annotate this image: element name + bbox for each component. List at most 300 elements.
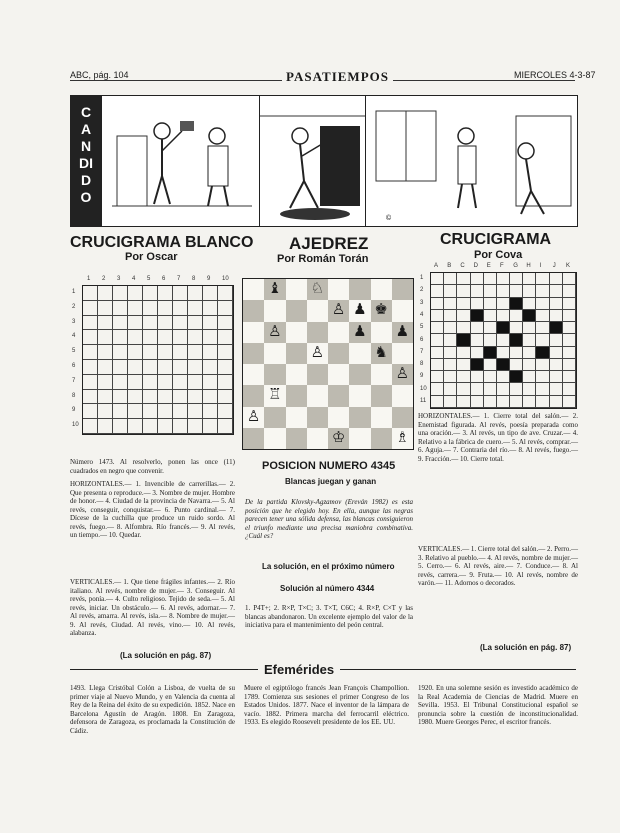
row-number: 10 [420, 385, 427, 392]
chess-piece-square: ♖ [264, 385, 285, 406]
chess-square [264, 407, 285, 428]
chess-square [243, 322, 264, 343]
grid-cell [128, 419, 143, 434]
grid-cell [113, 345, 128, 360]
col-number: 7 [177, 276, 181, 282]
row-number: 3 [420, 299, 424, 306]
grid-cell [563, 371, 576, 383]
col-number: 8 [192, 276, 196, 282]
chess-square [328, 279, 349, 300]
grid-cell [510, 273, 523, 285]
chess-square [286, 385, 307, 406]
chess-square [328, 322, 349, 343]
comic-panel-2 [259, 96, 366, 226]
row-number: 11 [420, 398, 427, 404]
grid-cell [173, 360, 188, 375]
crucigrama-horizontales: HORIZONTALES.— 1. Cierre total del salón.— 2. Enemistad figurada. Al revés, poesía preparada como una oración.— 3. Al revés, un tipo de ave. Cruzar.— 4. Relativo a la fábrica de cuero.— 5. Al revés, comprar.— 6. Aguja.— 7. Contraria del río.— 8. Al revés, fuego.— 9. Fracción.— 10. Cierre total. [418, 412, 578, 463]
efemerides-col-3: 1920. En una solemne sesión es investido académico de la Real Academia de Ciencias de Madrid. Muere en Sevilla. 1953. El Tribunal Constitucional español se pronuncia sobre la cuestión de inconstitucionalidad. 1980. Muere Georges Perec, el escritor francés. [418, 684, 578, 726]
grid-cell [457, 298, 470, 310]
grid-cell [497, 371, 510, 383]
grid-cell [497, 322, 510, 334]
grid-cell [536, 322, 549, 334]
grid-cell [83, 330, 98, 345]
grid-cell [203, 360, 218, 375]
row-number: 8 [420, 361, 424, 368]
grid-cell [113, 360, 128, 375]
grid-cell [497, 298, 510, 310]
row-number: 2 [72, 303, 76, 310]
grid-cell [83, 390, 98, 405]
row-number: 9 [72, 407, 76, 414]
grid-cell [563, 359, 576, 371]
grid-cell [497, 310, 510, 322]
grid-cell [536, 298, 549, 310]
grid-cell [484, 347, 497, 359]
grid-cell [218, 345, 233, 360]
grid-cell [83, 360, 98, 375]
chess-square [243, 343, 264, 364]
grid-cell [113, 375, 128, 390]
grid-cell [128, 316, 143, 331]
grid-cell [188, 345, 203, 360]
chess-square [307, 385, 328, 406]
grid-cell [444, 322, 457, 334]
chess-square [328, 364, 349, 385]
grid-cell [98, 316, 113, 331]
grid-cell [203, 301, 218, 316]
grid-cell [143, 419, 158, 434]
grid-cell [173, 286, 188, 301]
grid-cell [218, 404, 233, 419]
grid-cell [550, 383, 563, 395]
chess-square [307, 364, 328, 385]
crucigrama-blanco-note: Número 1473. Al resolverlo, ponen las once (11) cuadrados en negro que convenir. [70, 458, 235, 475]
col-number: 2 [102, 276, 106, 282]
grid-cell [218, 390, 233, 405]
crucigrama-title: CRUCIGRAMA [440, 231, 552, 248]
col-letter: B [447, 263, 452, 269]
grid-cell [550, 322, 563, 334]
chess-piece-square: ♙ [264, 322, 285, 343]
grid-cell [158, 360, 173, 375]
grid-cell [128, 404, 143, 419]
grid-cell [536, 347, 549, 359]
grid-cell [484, 322, 497, 334]
chess-square [264, 300, 285, 321]
grid-cell [523, 298, 536, 310]
crucigrama-grid [430, 272, 577, 409]
efemerides-col-2: Muere el egiptólogo francés Jean François Champollion. 1789. Comienza sus sesiones el primer Congreso de los Estados Unidos. 1877. Nace el inventor de la lámpara de vacío. 1882. Primera marcha del ferrocarril eléctrico. 1933. Es elegido Roosevelt presidente de los EE. UU. [244, 684, 409, 726]
grid-cell [188, 316, 203, 331]
grid-cell [510, 347, 523, 359]
grid-cell [173, 316, 188, 331]
col-number: 10 [222, 276, 229, 282]
grid-cell [471, 298, 484, 310]
grid-cell [444, 298, 457, 310]
grid-cell [218, 316, 233, 331]
grid-cell [98, 301, 113, 316]
grid-cell [457, 396, 470, 408]
grid-cell [98, 345, 113, 360]
grid-cell [550, 347, 563, 359]
comic-title-box [71, 96, 101, 226]
chess-piece-square: ♔ [328, 428, 349, 449]
col-number: 6 [162, 276, 166, 282]
crucigrama-blanco-horizontales: HORIZONTALES.— 1. Invencible de carrerillas.— 2. Que presenta o reproduce.— 3. Nombre de mujer. Hombre de honor.— 4. Ciudad de la provincia de Navarra.— 5. Al revés, conseguir, conquistar.— 6. Punto cardinal.— 7. Dícese de la cuchilla que produce un ruido sordo. Al revés, fuego.— 8. Alfombra. Río francés.— 9. Al revés, un tiempo.— 10. Quedar. [70, 480, 235, 539]
grid-cell [536, 334, 549, 346]
row-number: 7 [72, 377, 76, 384]
chess-square [286, 343, 307, 364]
grid-cell [188, 404, 203, 419]
grid-cell [484, 396, 497, 408]
grid-cell [158, 330, 173, 345]
grid-cell [497, 273, 510, 285]
grid-cell [128, 375, 143, 390]
issue-date: MIERCOLES 4-3-87 [510, 70, 596, 80]
chess-square [286, 279, 307, 300]
grid-cell [83, 419, 98, 434]
grid-cell [563, 298, 576, 310]
grid-cell [563, 285, 576, 297]
grid-cell [158, 286, 173, 301]
ajedrez-author: Por Román Torán [277, 253, 369, 265]
crucigrama-blanco-grid [82, 285, 234, 435]
chess-square [286, 322, 307, 343]
grid-cell [98, 390, 113, 405]
problem-text: De la partida Klovsky-Agzamov (Ereván 1982) es esta posición que he elegido hoy. En ella, aunque las negras parecen tener una sólida defensa, las blancas consiguieron el triunfo mediante una precisa maniobra combinativa. ¿Cuál es? [245, 498, 413, 540]
grid-cell [128, 286, 143, 301]
chess-square [349, 385, 370, 406]
grid-cell [188, 301, 203, 316]
grid-cell [173, 330, 188, 345]
grid-cell [510, 359, 523, 371]
grid-cell [536, 285, 549, 297]
grid-cell [550, 310, 563, 322]
grid-cell [457, 334, 470, 346]
grid-cell [523, 334, 536, 346]
col-letter: G [513, 263, 518, 269]
comic-title: CANDIDO [79, 104, 93, 205]
chess-square [243, 300, 264, 321]
grid-cell [113, 330, 128, 345]
grid-cell [431, 322, 444, 334]
grid-cell [218, 286, 233, 301]
page-number: ABC, pág. 104 [70, 70, 133, 80]
row-number: 8 [72, 392, 76, 399]
chessboard [242, 278, 414, 450]
col-number: 4 [132, 276, 136, 282]
grid-cell [563, 334, 576, 346]
grid-cell [484, 285, 497, 297]
grid-cell [158, 345, 173, 360]
chess-piece-square: ♟ [392, 322, 413, 343]
grid-cell [83, 286, 98, 301]
grid-cell [563, 273, 576, 285]
grid-cell [471, 371, 484, 383]
grid-cell [523, 359, 536, 371]
grid-cell [497, 396, 510, 408]
crucigrama-verticales: VERTICALES.— 1. Cierre total del salón.— 2. Perro.— 3. Relativo al pueblo.— 4. Al revés, nombre de mujer.— 5. Cerro.— 6. Al revés, aire.— 7. Conduce.— 8. Al revés, carrera.— 9. Fruta.— 10. Al revés, nombre de varón.— 11. Adornos o decorados. [418, 545, 578, 587]
previous-solution-title: Solución al número 4344 [280, 584, 375, 593]
grid-cell [431, 371, 444, 383]
chess-piece-square: ♘ [307, 279, 328, 300]
chess-square [243, 428, 264, 449]
grid-cell [510, 334, 523, 346]
grid-cell [143, 345, 158, 360]
problem-subtitle: Blancas juegan y ganan [285, 477, 377, 486]
grid-cell [563, 396, 576, 408]
col-letter: J [552, 263, 556, 269]
grid-cell [523, 285, 536, 297]
comic-drawing-2 [260, 96, 366, 226]
comic-panel-1 [101, 96, 260, 226]
grid-cell [550, 359, 563, 371]
efemerides-col-1: 1493. Llega Cristóbal Colón a Lisboa, de vuelta de su primer viaje al Nuevo Mundo, y en Valencia da cuenta al Rey de la Reina del éxito de su expedición. 1852. Nace en Barcelona Agustín de Aragón. 1808. En Zaragoza, defensora de Zaragoza, es proclamada la Constitución de Cádiz. [70, 684, 235, 735]
crucigrama-blanco-title: CRUCIGRAMA BLANCO [70, 234, 254, 251]
chess-square [349, 407, 370, 428]
grid-cell [188, 390, 203, 405]
grid-cell [536, 383, 549, 395]
ajedrez-title: AJEDREZ [289, 234, 369, 253]
grid-cell [83, 375, 98, 390]
grid-cell [444, 396, 457, 408]
grid-cell [510, 371, 523, 383]
grid-cell [143, 390, 158, 405]
grid-cell [471, 383, 484, 395]
grid-cell [431, 383, 444, 395]
grid-cell [484, 334, 497, 346]
comic-strip [70, 95, 578, 227]
chess-square [392, 385, 413, 406]
grid-cell [431, 273, 444, 285]
chess-square [243, 385, 264, 406]
grid-cell [128, 390, 143, 405]
col-letter: D [473, 263, 478, 269]
grid-cell [83, 301, 98, 316]
grid-cell [203, 419, 218, 434]
grid-cell [173, 404, 188, 419]
chess-square [371, 279, 392, 300]
row-number: 6 [72, 363, 76, 369]
grid-cell [510, 396, 523, 408]
grid-cell [510, 298, 523, 310]
chess-square [371, 428, 392, 449]
problem-title: POSICION NUMERO 4345 [262, 460, 396, 472]
row-number: 3 [72, 318, 76, 325]
grid-cell [563, 310, 576, 322]
grid-cell [203, 330, 218, 345]
chess-piece-square: ♗ [392, 428, 413, 449]
comic-drawing-3 [366, 96, 578, 226]
grid-cell [128, 360, 143, 375]
grid-cell [203, 345, 218, 360]
chess-square [392, 279, 413, 300]
chess-piece-square: ♟ [349, 322, 370, 343]
grid-cell [173, 375, 188, 390]
crucigrama-blanco-verticales: VERTICALES.— 1. Que tiene frágiles infantes.— 2. Río italiano. Al revés, nombre de mujer.— 3. Conseguir. Al revés, ponía.— 4. Culto religioso. Tejido de seda.— 5. Al revés, iniciar. Un obstáculo.— 6. Al revés, adornar.— 7. Al revés, amarra. Al revés, isla.— 8. Nombre de mujer.— 9. Al revés, Ciudad. Al revés, vino.— 10. Al revés, alabanza. [70, 578, 235, 637]
grid-cell [444, 383, 457, 395]
grid-cell [143, 301, 158, 316]
grid-cell [536, 310, 549, 322]
grid-cell [536, 371, 549, 383]
chess-square [371, 407, 392, 428]
col-letter: I [539, 263, 542, 269]
chess-square [286, 407, 307, 428]
grid-cell [550, 371, 563, 383]
grid-cell [158, 301, 173, 316]
grid-cell [113, 316, 128, 331]
grid-cell [431, 334, 444, 346]
next-number-note: La solución, en el próximo número [262, 562, 395, 571]
grid-cell [523, 347, 536, 359]
grid-cell [484, 298, 497, 310]
chess-square [328, 407, 349, 428]
grid-cell [457, 371, 470, 383]
grid-cell [497, 334, 510, 346]
chess-square [243, 364, 264, 385]
grid-cell [550, 285, 563, 297]
grid-cell [523, 383, 536, 395]
grid-cell [510, 285, 523, 297]
grid-cell [98, 360, 113, 375]
crucigrama-blanco-author: Por Oscar [125, 251, 178, 263]
chess-square [349, 428, 370, 449]
grid-cell [550, 298, 563, 310]
row-number: 7 [420, 348, 424, 355]
grid-cell [158, 404, 173, 419]
row-number: 4 [420, 311, 424, 318]
crucigrama-blanco-solution: (La solución en pág. 87) [120, 651, 212, 660]
chess-square [328, 343, 349, 364]
chess-square [307, 407, 328, 428]
grid-cell [113, 404, 128, 419]
row-number: 5 [420, 324, 424, 331]
grid-cell [497, 383, 510, 395]
grid-cell [98, 404, 113, 419]
chess-square [286, 428, 307, 449]
col-number: 1 [87, 276, 91, 282]
crucigrama-solution: (La solución en pág. 87) [480, 643, 572, 652]
grid-cell [471, 310, 484, 322]
grid-cell [550, 273, 563, 285]
row-number: 5 [72, 348, 76, 355]
grid-cell [188, 360, 203, 375]
grid-cell [523, 310, 536, 322]
chess-square [307, 322, 328, 343]
row-number: 9 [420, 373, 424, 380]
grid-cell [83, 345, 98, 360]
grid-cell [158, 375, 173, 390]
grid-cell [471, 347, 484, 359]
grid-cell [128, 301, 143, 316]
chess-square [286, 364, 307, 385]
chess-square [243, 279, 264, 300]
grid-cell [523, 396, 536, 408]
svg-text:©: © [386, 215, 392, 222]
grid-cell [444, 347, 457, 359]
grid-cell [158, 419, 173, 434]
grid-cell [484, 383, 497, 395]
grid-cell [188, 375, 203, 390]
grid-cell [457, 273, 470, 285]
col-letter: C [460, 263, 465, 269]
grid-cell [550, 334, 563, 346]
grid-cell [431, 359, 444, 371]
chess-square [286, 300, 307, 321]
col-letter: A [434, 263, 439, 269]
grid-cell [143, 286, 158, 301]
chess-piece-square: ♞ [371, 343, 392, 364]
col-letter: K [566, 263, 571, 269]
chess-square [307, 300, 328, 321]
grid-cell [457, 310, 470, 322]
grid-cell [471, 396, 484, 408]
grid-cell [484, 371, 497, 383]
grid-cell [471, 273, 484, 285]
row-number: 10 [72, 422, 79, 429]
chess-square [371, 385, 392, 406]
comic-drawing-1 [102, 96, 260, 226]
grid-cell [218, 330, 233, 345]
grid-cell [158, 316, 173, 331]
grid-cell [536, 396, 549, 408]
grid-cell [444, 371, 457, 383]
grid-cell [173, 419, 188, 434]
grid-cell [536, 359, 549, 371]
grid-cell [471, 359, 484, 371]
chess-square [349, 279, 370, 300]
grid-cell [203, 286, 218, 301]
efemerides-title: Efemérides [258, 662, 340, 677]
grid-cell [203, 316, 218, 331]
grid-cell [203, 390, 218, 405]
row-number: 2 [420, 287, 424, 294]
grid-cell [98, 286, 113, 301]
grid-cell [484, 359, 497, 371]
grid-cell [457, 383, 470, 395]
grid-cell [497, 359, 510, 371]
row-number: 4 [72, 333, 76, 340]
grid-cell [113, 419, 128, 434]
grid-cell [510, 322, 523, 334]
previous-solution-text: 1. P4T+; 2. R×P, T×C; 3. T×T, C6C; 4. R×P, C×T y las blancas abandonaron. Un excelente ejemplo del valor de la iniciativa para el mantenimiento del peón central. [245, 604, 413, 629]
chess-square [349, 364, 370, 385]
chess-square [264, 343, 285, 364]
grid-cell [536, 273, 549, 285]
grid-cell [113, 286, 128, 301]
grid-cell [98, 375, 113, 390]
grid-cell [83, 404, 98, 419]
grid-cell [98, 419, 113, 434]
col-letter: H [526, 263, 531, 269]
chess-square [349, 343, 370, 364]
grid-cell [218, 419, 233, 434]
grid-cell [143, 316, 158, 331]
grid-cell [98, 330, 113, 345]
col-letter: E [486, 263, 491, 269]
grid-cell [431, 285, 444, 297]
grid-cell [203, 375, 218, 390]
chess-square [371, 364, 392, 385]
grid-cell [431, 396, 444, 408]
grid-cell [128, 330, 143, 345]
grid-cell [523, 322, 536, 334]
chess-square [392, 407, 413, 428]
section-title: PASATIEMPOS [282, 69, 393, 85]
grid-cell [510, 383, 523, 395]
chess-square [264, 364, 285, 385]
chess-piece-square: ♙ [307, 343, 328, 364]
